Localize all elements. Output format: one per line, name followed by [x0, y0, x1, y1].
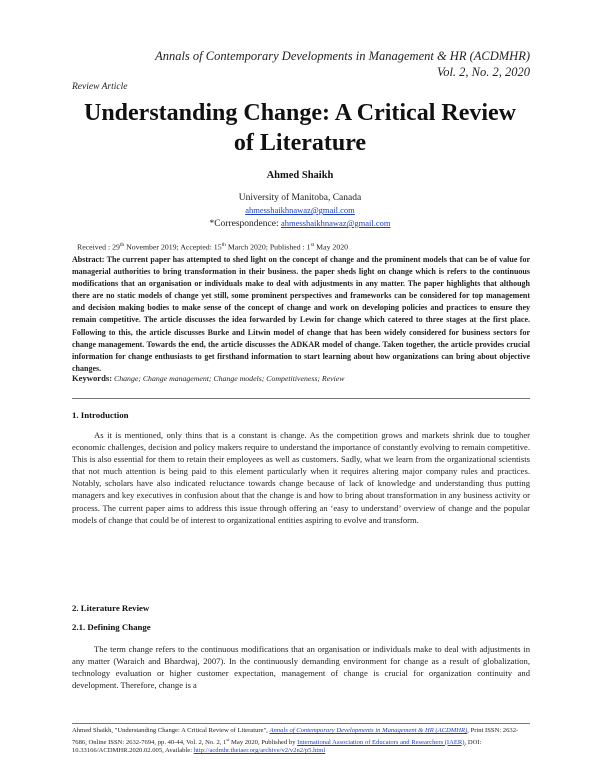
title-line-1: Understanding Change: A Critical Review: [84, 100, 516, 126]
citation-footer: Ahmed Shaikh, "Understanding Change: A Critical Review of Literature", Annals of Contemporary Developments in Management & HR (ACDMHR), Print ISSN: 2632-7686, Online ISSN: 2632-7694, pp. 40-44, Vol. 2, No. 2, 1st May 2020, Published by International Association of Educators and Researchers (IAER), DOI: 10.33166/ACDMHR.2020.02.005, Available: http://acdmhr.theiaer.org/archive/v2/v2n2/p5.html: [72, 727, 519, 755]
footer-divider: [72, 723, 530, 724]
defining-change-paragraph: The term change refers to the continuous modifications that an organisation or individuals make to deal with adjustments in any matter (Waraich and Bhardwaj, 2007). In the continuously demanding environment for change as a result of globalization, technology evaluation or higher customer expectation, management of change is crucial for organization continuity and development. Therefore, change is a: [72, 644, 530, 691]
literature-review-heading: 2. Literature Review: [72, 603, 150, 613]
journal-name: Annals of Contemporary Developments in Management & HR (ACDMHR): [155, 49, 530, 63]
keywords: [72, 373, 530, 383]
author-affiliation-block: [0, 192, 600, 230]
title-line-2: of Literature: [233, 130, 367, 156]
section-divider: [72, 398, 530, 399]
keywords-text: Change; Change management; Change models; Competitiveness; Review: [112, 374, 345, 383]
abstract: [72, 254, 530, 375]
journal-header: [110, 48, 530, 80]
abstract-text: The current paper has attempted to shed light on the concept of change and the prominent models that can be of value for managerial authorities to bring transformation in their business. the paper sheds light on change which is refers to the continuous modifications that an organisation or individuals make to deal with adjustments in any matter. The paper highlights that although there are no static models of change yet still, some prominent perspectives and frameworks can be considered for top management and decision making bodies to make sense of the concept of change and work on developing policies and practices to ensure they remain competitive. The article discusses the idea forwarded by Lewin for change which catered to three stages at the first place. Following to this, the article discusses Burke and Litwin model of change that has been widely considered for business sectors for change management. Towards the end, the article discusses the ADKAR model of change. Taken together, the article provides crucial information for change enthusiasts to get firsthand information to start learning about how organizations can bring about objective changes.: [72, 255, 530, 373]
journal-volume: Vol. 2, No. 2, 2020: [436, 65, 530, 79]
author-email-link[interactable]: ahmesshaikhnawaz@gmail.com: [245, 205, 355, 215]
correspondence-label: *Correspondence:: [209, 219, 281, 229]
publisher-link[interactable]: International Association of Educators and Researchers (IAER): [297, 738, 465, 746]
article-type: Review Article: [72, 82, 128, 92]
author-name: Ahmed Shaikh: [266, 170, 334, 181]
intro-paragraph: As it is mentioned, only thins that is a constant is change. As the competition grows and markets shrink due to tougher economic challenges, decision and policy makers require to understand the importance of constantly evolving to remain competitive. This is also essential for them to retain their employees as well as customers. Sadly, what we learn from the organizational scientists that not much attention is being paid to this element particularly when it requires altering major company rules and practices. Notably, scholars have also indicated reluctance towards change because of lack of knowledge and understanding thus putting managers and key executives in confusion about that the change is and how to bring about transformation in any business activity or process. The current paper aims to address this issue through offering an ‘easy to understand’ overview of change and the popular models of change that could be of interest to organizational entities aspiring to evolve and transform.: [72, 430, 530, 525]
article-url-link[interactable]: http://acdmhr.theiaer.org/archive/v2/v2n2/p5.html: [193, 747, 326, 755]
correspondence-email-link[interactable]: ahmesshaikhnawaz@gmail.com: [280, 218, 391, 228]
defining-change-heading: 2.1. Defining Change: [72, 622, 151, 632]
abstract-label: Abstract:: [72, 255, 105, 264]
journal-link[interactable]: Annals of Contemporary Developments in Management & HR (ACDMHR): [269, 727, 468, 734]
keywords-label: Keywords:: [72, 373, 113, 383]
article-title: [60, 98, 540, 158]
publication-dates: Received : 29th November 2019; Accepted: 15th March 2020; Published : 1st May 2020: [77, 242, 349, 252]
intro-heading: 1. Introduction: [72, 410, 129, 420]
affiliation: University of Manitoba, Canada: [238, 193, 362, 203]
